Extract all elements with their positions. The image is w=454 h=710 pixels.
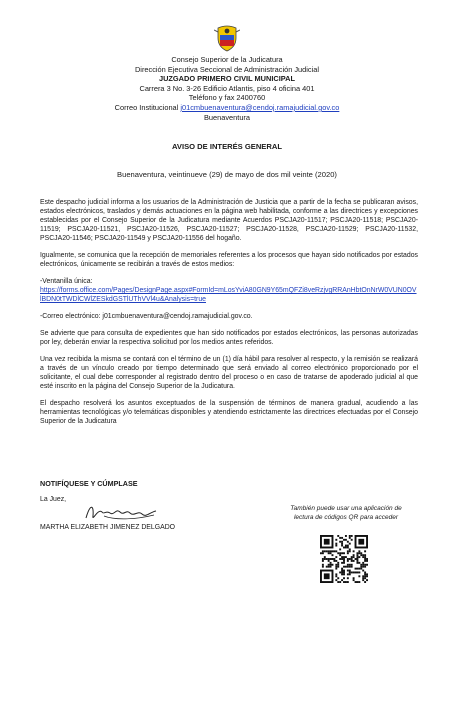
paragraph-exceptions: El despacho resolverá los asuntos exceptuados de la suspensión de términos de manera gradual, acudiendo a las herramientas tecnológicas y/o telemáticas disponibles y atendiendo estrictamente las directrices efectuadas por el Consejo Superior de la Judicatura bbox=[40, 400, 418, 425]
header-email-label: Correo Institucional bbox=[114, 102, 181, 112]
paragraph-term: Una vez recibida la misma se contará con el término de un (1) día hábil para resolver al respecto, y la remisión se realizará a través de un vínculo creado por tiempo determinado que será enviado al correo electrónico proporcionado por el solicitante, el cual debe corresponder al registrado dentro del proceso o en caso de tratarse de apoderado judicial al que esté inscrito en la página del Consejo Superior de la Judicatura. bbox=[40, 356, 418, 390]
paragraph-reception: Igualmente, se comunica que la recepción de memoriales referentes a los procesos que hayan sido notificados por estados electrónicos, únicamente se recibirán a través de estos medios: bbox=[40, 252, 418, 268]
header-email-link[interactable]: j01cmbuenaventura@cendoj.ramajudicial.gov.co bbox=[180, 102, 340, 112]
header-court-name: JUZGADO PRIMERO CIVIL MUNICIPAL bbox=[158, 74, 296, 84]
paragraph-window bbox=[40, 277, 418, 304]
header-address: Carrera 3 No. 3-26 Edificio Atlantis, piso 4 oficina 401 bbox=[139, 83, 315, 93]
header-council: Consejo Superior de la Judicatura bbox=[171, 55, 283, 64]
paragraph-consultation: Se advierte que para consulta de expedientes que han sido notificados por estados electrónicos, las personas autorizadas por ley, deberán enviar la respectiva solicitud por los medios antes referidos. bbox=[40, 330, 418, 346]
window-label: -Ventanilla única: bbox=[40, 278, 93, 285]
judge-label: La Juez, bbox=[40, 496, 67, 503]
paragraph-intro: Este despacho judicial informa a los usuarios de la Administración de Justicia que a partir de la fecha se publicaran avisos, estados electrónicos, traslados y demás actuaciones en la página web habilitada, conforme a las directrices y excepciones establecidas por el Consejo Superior de la Judicatura mediante Acuerdos PSCJA20-11517; PSCJA20-11518; PSCJA20-11519; PSCJA20-11521, PSCJA20-11526, PSCJA20-11527; PSCJA20-11528, PSCJA20-11529; PSCJA20-11532, PSCJA20-11546; PSCJA20-11549 y PSCJA20-11556 del hogaño. bbox=[40, 199, 418, 242]
qr-code-icon[interactable] bbox=[320, 535, 368, 583]
header-email-line bbox=[0, 103, 454, 113]
paragraph-email: -Correo electrónico: j01cmbuenaventura@cendoj.ramajudicial.gov.co. bbox=[40, 313, 253, 320]
coat-of-arms-icon bbox=[214, 24, 240, 52]
header-direction: Dirección Ejecutiva Seccional de Administración Judicial bbox=[134, 64, 320, 74]
notice-body bbox=[40, 198, 418, 434]
notice-date: Buenaventura, veintinueve (29) de mayo de dos mil veinte (2020) bbox=[117, 170, 337, 179]
header-city: Buenaventura bbox=[203, 112, 251, 122]
qr-note: También puede usar una aplicación de lectura de códigos QR para acceder bbox=[290, 505, 402, 521]
header-phone: Teléfono y fax 2400760 bbox=[188, 93, 266, 103]
court-header bbox=[0, 55, 454, 122]
closing-statement: NOTIFÍQUESE Y CÚMPLASE bbox=[40, 479, 138, 488]
notice-title: AVISO DE INTERÉS GENERAL bbox=[172, 142, 282, 151]
forms-link[interactable]: https://forms.office.com/Pages/DesignPage.aspx#FormId=mLosYviA80GN9Y65mQFZi8veRzjvgRRAnHbtOnNrW0VUN0OVlBDN0tTWDlCWlZESkdGSTlUThVVl4u&Analysis=true bbox=[40, 287, 417, 303]
signer-name: MARTHA ELIZABETH JIMENEZ DELGADO bbox=[40, 524, 176, 531]
handwritten-signature bbox=[84, 500, 160, 524]
